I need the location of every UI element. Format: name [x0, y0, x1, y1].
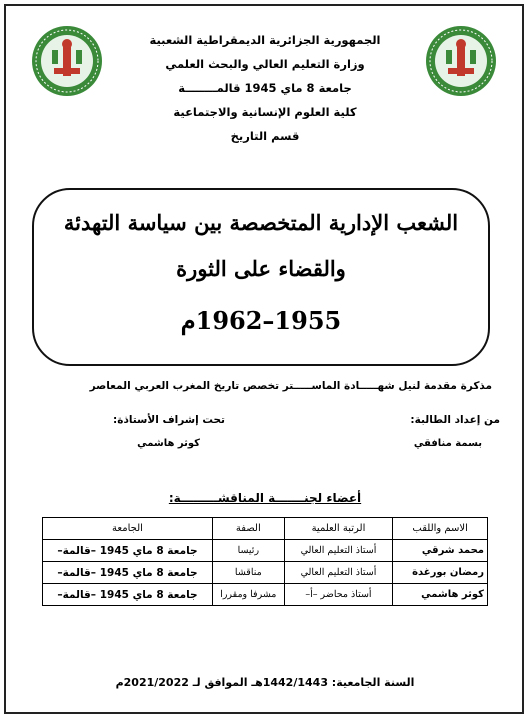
- member-role: رئيسا: [212, 540, 284, 562]
- university-logo-icon: [424, 24, 498, 98]
- header-university: الجامعة: [43, 518, 213, 540]
- member-university: جامعة 8 ماي 1945 –قالمة–: [43, 540, 213, 562]
- republic-name: الجمهورية الجزائرية الديمقراطية الشعبية: [149, 33, 381, 47]
- member-rank: أستاذ التعليم العالي: [284, 562, 393, 584]
- faculty-name: كلية العلوم الإنسانية والاجتماعية: [173, 105, 357, 119]
- header-name: الاسم واللقب: [393, 518, 488, 540]
- ministry-name: وزارة التعليم العالي والبحث العلمي: [165, 57, 365, 71]
- university-name: جامعة 8 ماي 1945 قالمــــــــة: [178, 81, 352, 95]
- academic-year: السنة الجامعية: 1442/1443هـ الموافق لـ 2021/2022م: [115, 676, 415, 689]
- department-name: قسم التاريخ: [230, 129, 300, 143]
- supervisor-name: كوثر هاشمي: [137, 438, 200, 449]
- member-rank: أستاذ التعليم العالي: [284, 540, 393, 562]
- supervised-by-label: تحت إشراف الأستاذة:: [113, 414, 225, 426]
- member-name: رمضان بورغدة: [393, 562, 488, 584]
- table-row: [43, 584, 488, 606]
- table-header-row: [43, 518, 488, 540]
- member-university: جامعة 8 ماي 1945 –قالمة–: [43, 562, 213, 584]
- committee-table: [42, 517, 488, 606]
- thesis-title-line1: الشعب الإدارية المتخصصة بين سياسة التهدئة: [63, 210, 459, 235]
- thesis-title-box: [32, 188, 490, 366]
- member-role: مناقشا: [212, 562, 284, 584]
- header-role: الصفة: [212, 518, 284, 540]
- prepared-by-label: من إعداد الطالبة:: [410, 414, 500, 426]
- institution-header: [130, 28, 400, 148]
- member-university: جامعة 8 ماي 1945 –قالمة–: [43, 584, 213, 606]
- degree-note: مذكرة مقدمة لنيل شهـــــادة الماســـــتر تخصص تاريخ المغرب العربي المعاصر: [89, 380, 492, 392]
- member-name: كوثر هاشمي: [393, 584, 488, 606]
- university-logo-icon: [30, 24, 104, 98]
- table-row: [43, 540, 488, 562]
- thesis-title-line2: والقضاء على الثورة: [176, 256, 346, 281]
- member-rank: أستاذ محاضر –أ–: [284, 584, 393, 606]
- student-name: بسمة منافقي: [413, 438, 482, 449]
- member-name: محمد شرقي: [393, 540, 488, 562]
- header-rank: الرتبة العلمية: [284, 518, 393, 540]
- thesis-title-years: 1955–1962م: [180, 306, 342, 335]
- committee-title: أعضاء لجنـــــــة المناقشـــــــــة:: [168, 491, 362, 505]
- table-row: [43, 562, 488, 584]
- member-role: مشرفا ومقررا: [212, 584, 284, 606]
